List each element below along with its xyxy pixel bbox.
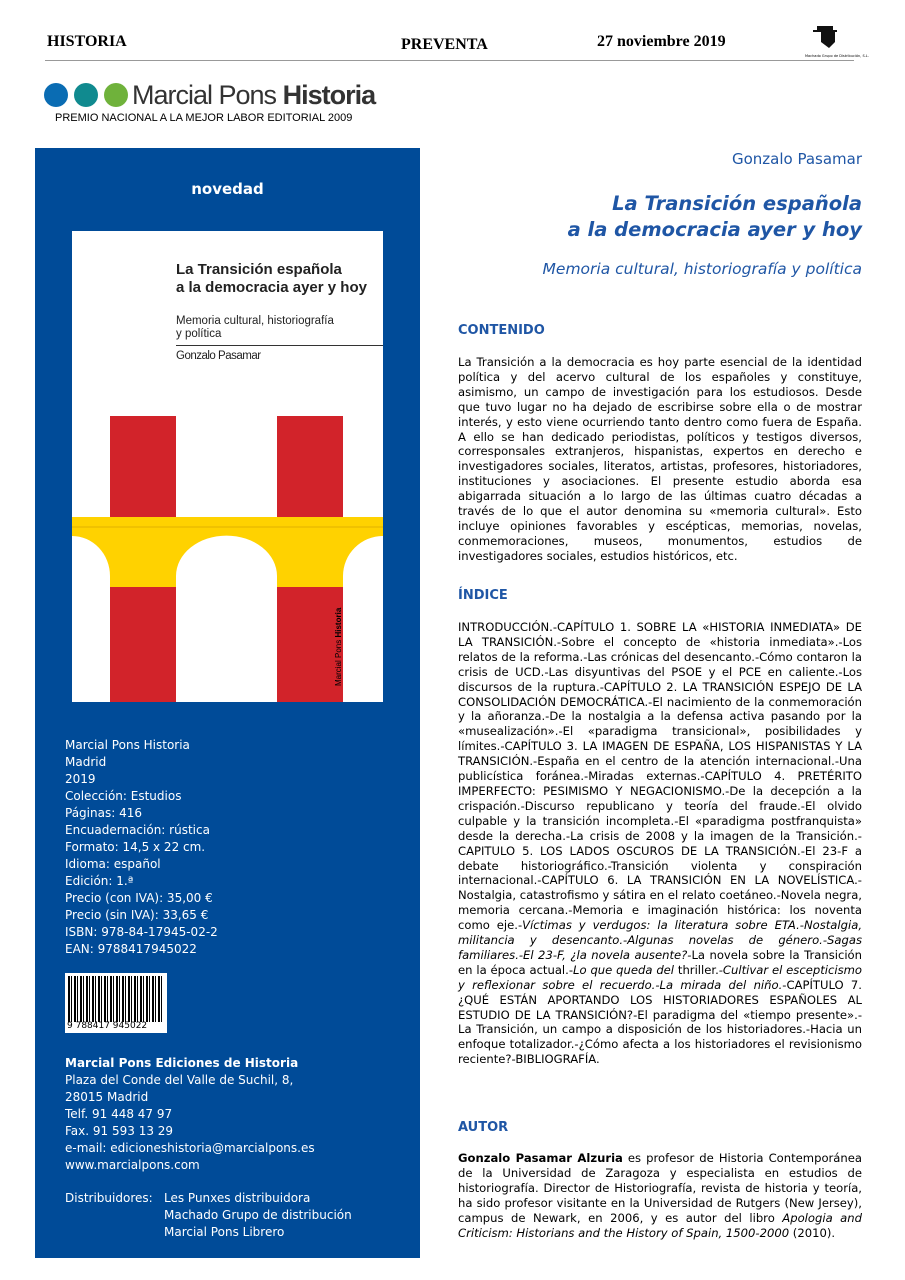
cover-title: La Transición española [176,261,342,278]
distributors-label: Distribuidores: [65,1191,153,1205]
section-heading: CONTENIDO [458,323,545,338]
detail-line: ISBN: 978-84-17945-02-2 [65,925,218,939]
novedad-badge: novedad [191,180,264,198]
detail-line: Encuadernación: rústica [65,823,210,837]
book-author: Gonzalo Pasamar [731,150,862,168]
distributor: Machado Grupo de distribución [164,1208,352,1222]
section-heading: ÍNDICE [458,588,508,603]
distributor: Les Punxes distribuidora [164,1191,311,1205]
header-status: PREVENTA [401,36,488,53]
detail-line: EAN: 9788417945022 [65,942,197,956]
distributor: Marcial Pons Librero [164,1225,285,1239]
header-date: 27 noviembre 2019 [597,33,726,50]
detail-line: Edición: 1.ª [65,874,134,888]
phone: Telf. 91 448 47 97 [65,1107,173,1121]
header-divider [45,60,854,61]
address: Plaza del Conde del Valle de Suchil, 8, [65,1073,294,1087]
book-details [65,737,218,958]
indice-text: INTRODUCCIÓN.-CAPÍTULO 1. SOBRE LA «HISTORIA INMEDIATA» DE LA TRANSICIÓN.-Sobre el concepto de «historia inmediata».-Los relatos de la reforma.-Las crónicas del desencanto.-Cómo contaron la crisis de UCD.-Las disyuntivas del PSOE y el PCE en caliente.-Los discursos de la ruptura.-CAPÍTULO 2. LA TRANSICIÓN ESPEJO DE LA CONSOLIDACIÓN DEMOCRÁTICA.-El nacimiento de la conmemoración y la añoranza.-De la nostalgia a la defensa activa pasando por la «musealización».-El «paradigma transicional», posibilidades y límites.-CAPÍTULO 3. LA IMAGEN DE ESPAÑA, LOS HISPANISTAS Y LA TRANSICIÓN.-España en el centro de la atención internacional.-Una publicística foránea.-Miradas externas.-CAPÍTULO 4. PRETÉRITO IMPERFECTO: PESIMISMO Y NEGACIONISMO.-De la decepción a la crispación.-Discurso republicano y teoría del fraude.-El olvido culpable y la transición incompleta.-El «paradigma postfranquista» desde la derecha.-La crisis de 2008 y la imagen de la Transición.-CAPITULO 5. LOS LADOS OSCUROS DE LA TRANSICIÓN.-El 23-F a debate historiográfico.-Transición violenta y conspiración internacional.-CAPÍTULO 6. LA TRANSICIÓN EN LA NOVELÍSTICA.-Nostalgia, catastrofismo y sátira en el relato coetáneo.-Novela negra, memoria cercana.-Memoria e imaginación histórica: los noventa como eje.-Víctimas y verdugos: la literatura sobre ETA.-Nostalgia, militancia y desencanto.-Algunas novelas de género.-Sagas familiares.-El 23-F, ¿la novela ausente?-La novela sobre la Transición en la época actual.-Lo que queda del thriller.-Cultivar el escepticismo y reflexionar sobre el recuerdo.-La mirada del niño.-CAPÍTULO 7. ¿QUÉ ESTÁN APORTANDO LOS HISTORIADORES ESPAÑOLES AL ESTUDIO DE LA TRANSICIÓN?-El paradigma del «tiempo presente».-La Transición, un campo a disposición de los historiadores.-Hacia un enfoque totalizador.-¿Cómo afecta a los historiadores el revisionismo reciente?-BIBLIOGRAFÍA. [458,620,863,1067]
contenido-text: La Transición a la democracia es hoy parte esencial de la identidad política y del acervo cultural de los españoles y constituye, asimismo, un campo de investigación para los estudiosos. Desde que tuvo lugar no ha dejado de escribirse sobre ella o de mostrar interés, y esto viene ocurriendo tanto dentro como fuera de España. A ello se han dedicado periodistas, políticos y testigos diversos, corresponsales extranjeros, hispanistas, expertos en derecho e investigadores sociales, literatos, artistas, profesores, historiadores, instituciones y asociaciones. El presente estudio aborda esa abigarrada situación a lo largo de las últimas cuatro décadas a través de lo que el autor denomina su «memoria cultural». Esto incluye opiniones favorables y escépticas, memorias, novelas, conmemoraciones, museos, monumentos, estudios de investigadores sociales, estudios históricos, etc. [458,355,862,563]
logo-circle-icon [74,83,98,107]
header-section: HISTORIA [47,33,127,50]
detail-line: Marcial Pons Historia [65,738,190,752]
publisher-contact [65,1055,315,1174]
book-subtitle: Memoria cultural, historiografía y política [542,260,862,278]
section-heading: AUTOR [458,1120,509,1135]
publisher-name: Marcial Pons Ediciones de Historia [65,1056,299,1070]
cover-subtitle: y política [176,328,222,340]
book-cover [72,231,383,702]
cover-spine-logo: Marcial Pons Historia [334,607,343,686]
cover-title: a la democracia ayer y hoy [176,279,367,296]
barcode: 9 788417 945022 [65,973,167,1033]
detail-line: Colección: Estudios [65,789,182,803]
distributor-logo: Machado Grupo de Distribución, S.L. [805,18,855,58]
award-text: PREMIO NACIONAL A LA MEJOR LABOR EDITORIAL 2009 [55,112,353,124]
logo-circle-icon [104,83,128,107]
publisher-logo: Marcial Pons Historia [132,80,376,110]
email-link[interactable]: e-mail: edicioneshistoria@marcialpons.es [65,1141,315,1155]
detail-line: Precio (sin IVA): 33,65 € [65,908,209,922]
address: 28015 Madrid [65,1090,149,1104]
cover-author: Gonzalo Pasamar [176,350,261,362]
fax: Fax. 91 593 13 29 [65,1124,174,1138]
detail-line: Páginas: 416 [65,806,142,820]
detail-line: Precio (con IVA): 35,00 € [65,891,213,905]
logo-circle-icon [44,83,68,107]
detail-line: Idioma: español [65,857,161,871]
detail-line: Formato: 14,5 x 22 cm. [65,840,206,854]
detail-line: Madrid [65,755,107,769]
book-title: La Transición española a la democracia ayer y hoy [567,192,862,241]
autor-text: Gonzalo Pasamar Alzuria es profesor de Historia Contemporánea de la Universidad de Zaragoza y especialista en estudios de historiografía. Director de Historiografía, revista de historia y teoría, ha sido profesor visitante en la Universidad de Rutgers (New Jersey), campus de Newark, en 2006, y es autor del libro Apologia and Criticism: Historians and the History of Spain, 1500-2000 (2010). [458,1151,862,1240]
detail-line: 2019 [65,772,96,786]
cover-subtitle: Memoria cultural, historiografía [176,315,334,327]
website-link[interactable]: www.marcialpons.com [65,1158,200,1172]
